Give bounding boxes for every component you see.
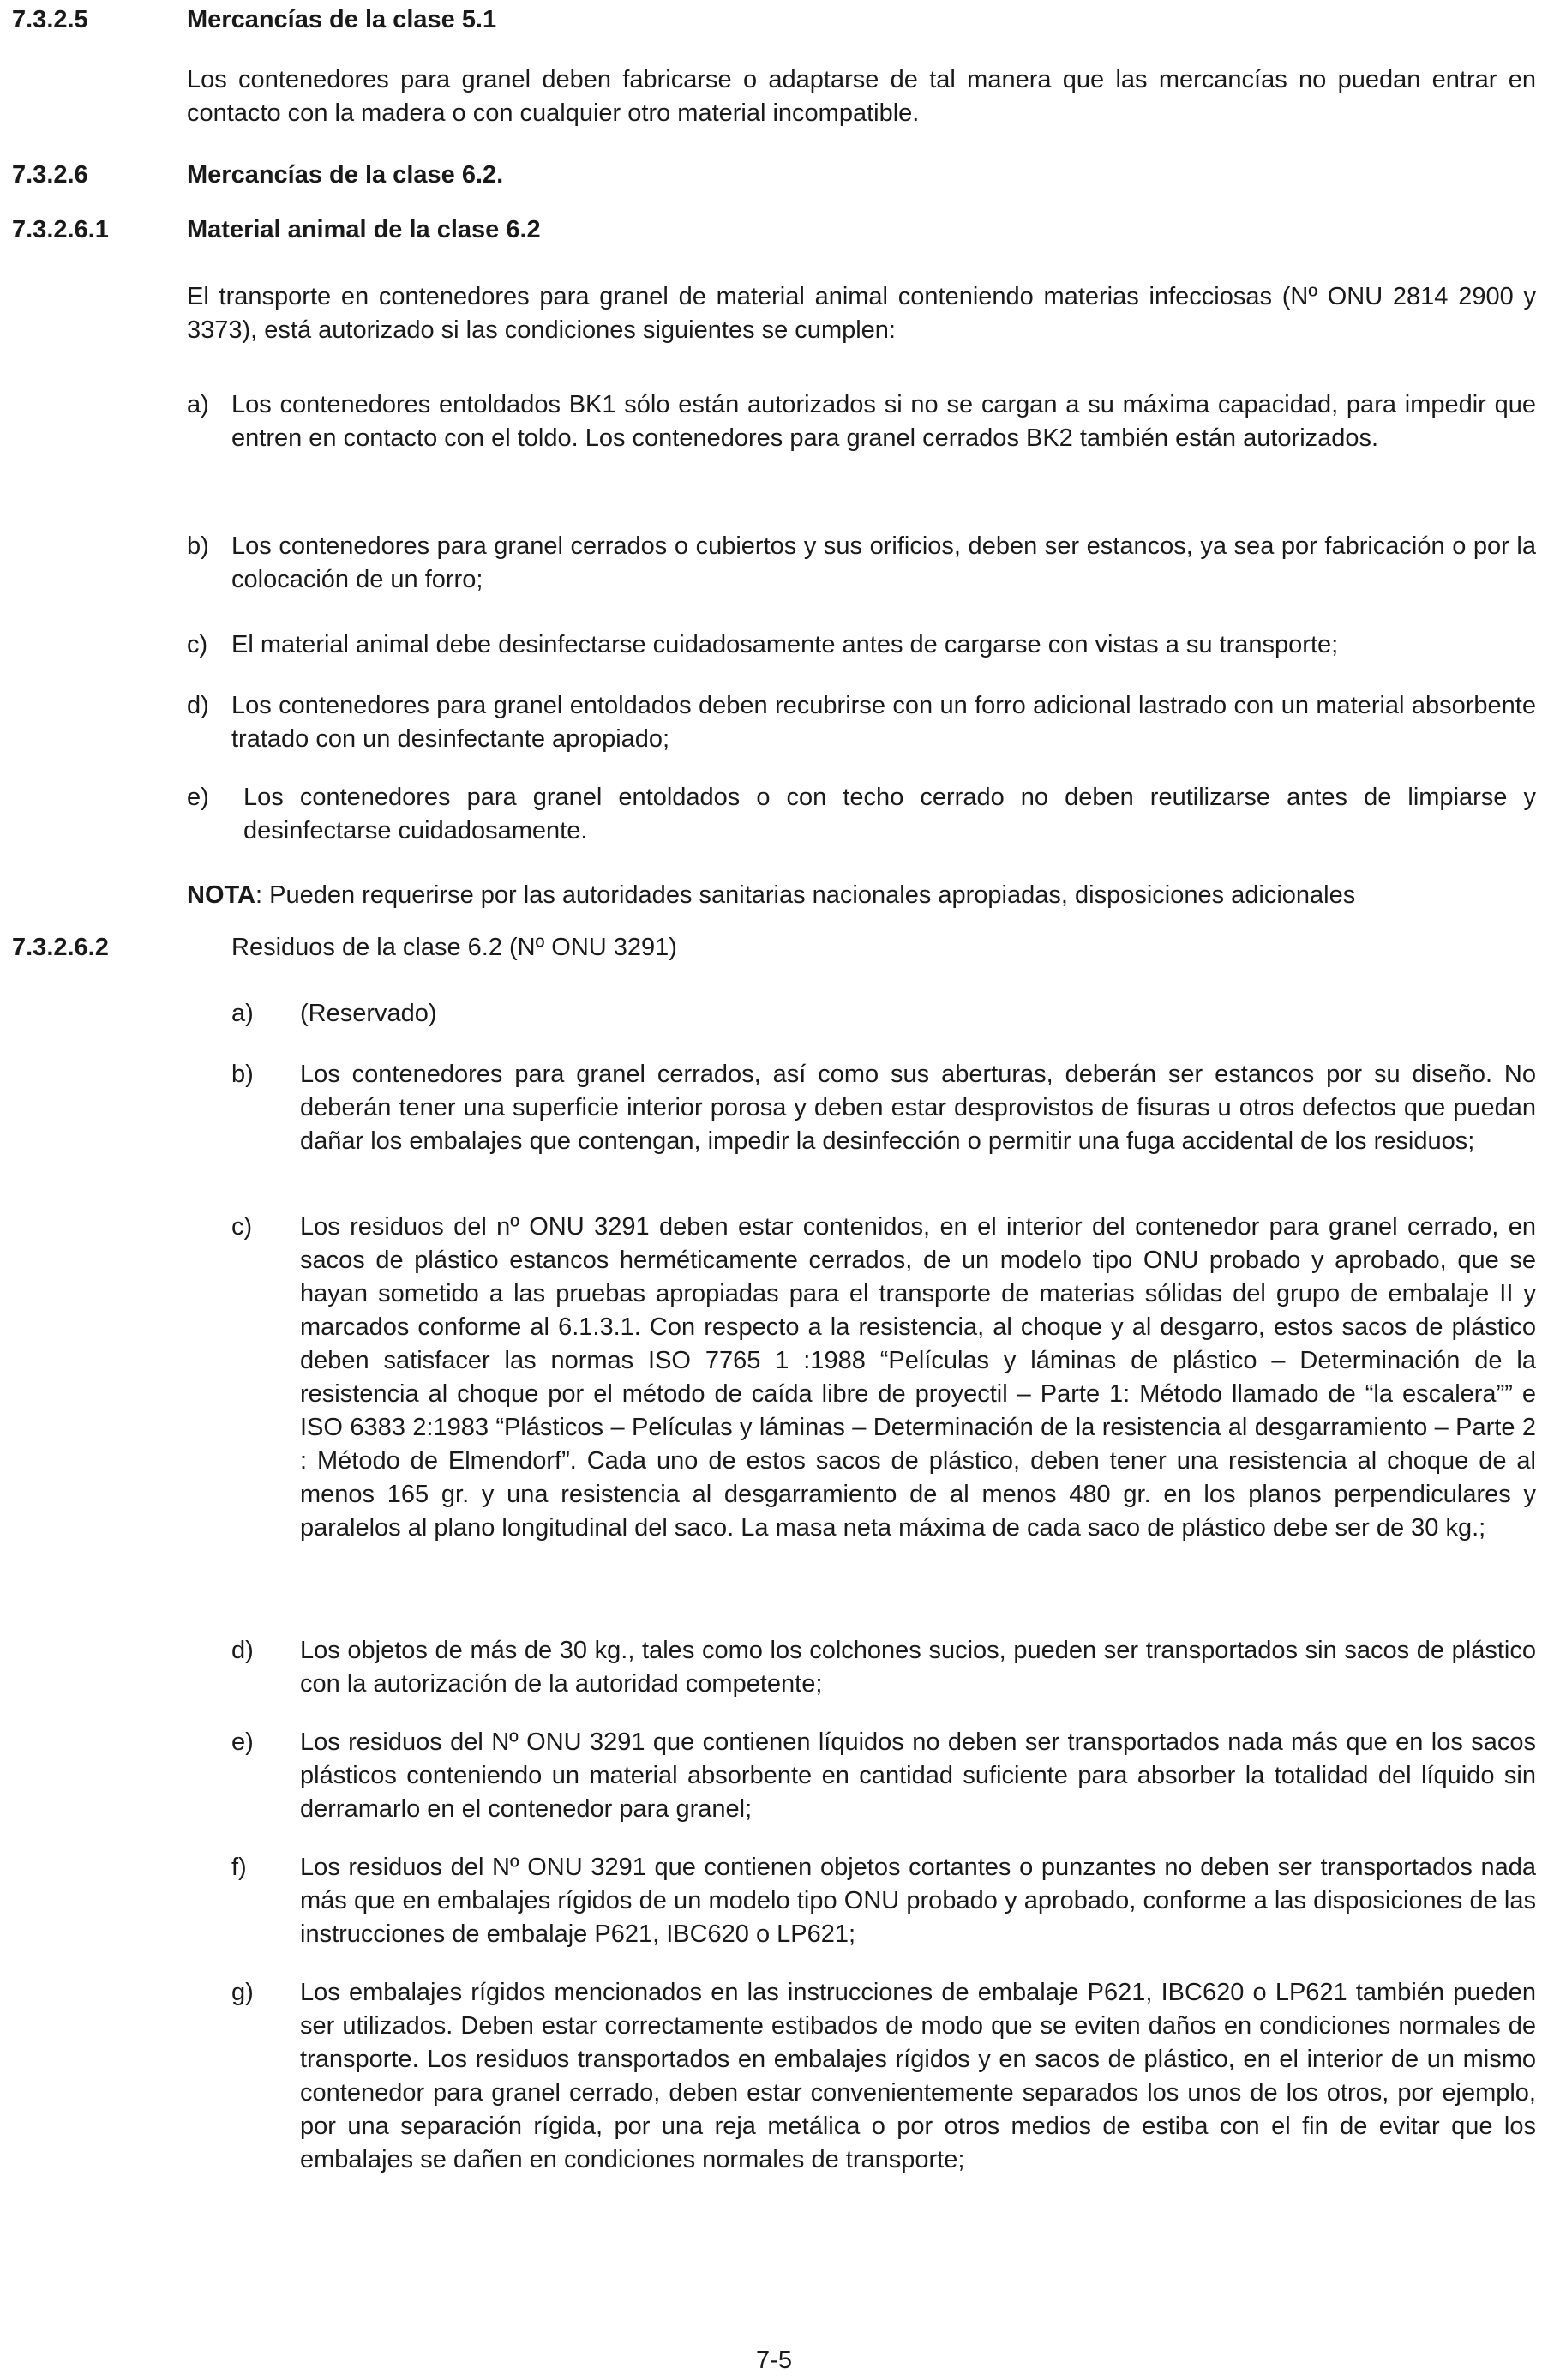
list-item-text: Los contenedores para granel cerrados o cubiertos y sus orificios, deben ser estancos, ya sea por fabricación o por la colocación de un forro;	[231, 532, 1536, 593]
section-title-7325: Mercancías de la clase 5.1	[187, 6, 497, 33]
page-number: 7-5	[756, 2347, 792, 2374]
section-number-73261: 7.3.2.6.1	[12, 216, 109, 243]
list-item-text: Los objetos de más de 30 kg., tales como los colchones sucios, pueden ser transportados sin sacos de plástico con la autorización de la autoridad competente;	[300, 1637, 1536, 1698]
list-item-label: c)	[187, 631, 208, 658]
paragraph-73261-intro: El transporte en contenedores para granel de material animal conteniendo materias infecciosas (Nº ONU 2814 2900 y 3373), está autorizado si las condiciones siguientes se cumplen:	[187, 283, 1536, 344]
section-title-73262: Residuos de la clase 6.2 (Nº ONU 3291)	[231, 934, 677, 961]
list-item-label: a)	[231, 1000, 254, 1027]
list-item-label: a)	[187, 391, 209, 418]
section-number-7325: 7.3.2.5	[12, 6, 88, 33]
paragraph-7325: Los contenedores para granel deben fabricarse o adaptarse de tal manera que las mercancías no puedan entrar en contacto con la madera o con cualquier otro material incompatible.	[187, 66, 1536, 127]
note-text: : Pueden requerirse por las autoridades sanitarias nacionales apropiadas, disposiciones adicionales	[255, 881, 1356, 909]
section-title-73261: Material animal de la clase 6.2	[187, 216, 541, 243]
section-number-7326: 7.3.2.6	[12, 161, 88, 189]
note-paragraph	[187, 879, 1541, 912]
list-item-text: Los contenedores para granel cerrados, así como sus aberturas, deberán ser estancos por su diseño. No deberán tener una superficie interior porosa y deben estar desprovistos de fisuras u otros defectos que puedan dañar los embalajes que contengan, impedir la desinfección o permitir una fuga accidental de los residuos;	[300, 1061, 1536, 1155]
list-item-label: f)	[231, 1854, 247, 1881]
list-item-text: Los contenedores para granel entoldados deben recubrirse con un forro adicional lastrado con un material absorbente tratado con un desinfectante apropiado;	[231, 692, 1536, 753]
list-item-label: g)	[231, 1979, 254, 2006]
list-item-text: El material animal debe desinfectarse cuidadosamente antes de cargarse con vistas a su transporte;	[231, 631, 1339, 658]
list-item-text: Los residuos del Nº ONU 3291 que contienen objetos cortantes o punzantes no deben ser transportados nada más que en embalajes rígidos de un modelo tipo ONU probado y aprobado, conforme a las disposiciones de las instrucciones de embalaje P621, IBC620 o LP621;	[300, 1854, 1536, 1948]
list-item-text: Los residuos del nº ONU 3291 deben estar contenidos, en el interior del contenedor para granel cerrado, en sacos de plástico estancos herméticamente cerrados, de un modelo tipo ONU probado y aprobado, que se hayan sometido a las pruebas apropiadas para el transporte de materias sólidas del grupo de embalaje II y marcados conforme al 6.1.3.1. Con respecto a la resistencia, al choque y al desgarro, estos sacos de plástico deben satisfacer las normas ISO 7765 1 :1988 “Películas y láminas de plástico – Determinación de la resistencia al choque por el método de caída libre de proyectil – Parte 1: Método llamado de “la escalera”” e ISO 6383 2:1983 “Plásticos – Películas y láminas – Determinación de la resistencia al desgarramiento – Parte 2 : Método de Elmendorf”. Cada uno de estos sacos de plástico, deben tener una resistencia al choque de al menos 165 gr. y una resistencia al desgarramiento de al menos 480 gr. en los planos perpendiculares y paralelos al plano longitudinal del saco. La masa neta máxima de cada saco de plástico debe ser de 30 kg.;	[300, 1213, 1536, 1542]
section-title-7326: Mercancías de la clase 6.2.	[187, 161, 504, 189]
list-item-text: Los embalajes rígidos mencionados en las instrucciones de embalaje P621, IBC620 o LP621 también pueden ser utilizados. Deben estar correctamente estibados de modo que se eviten daños en condiciones normales de transporte. Los residuos transportados en embalajes rígidos y en sacos de plástico, en el interior de un mismo contenedor para granel cerrado, deben estar convenientemente separados los unos de los otros, por ejemplo, por una separación rígida, por una reja metálica o por otros medios de estiba con el fin de evitar que los embalajes se dañen en condiciones normales de transporte;	[300, 1979, 1536, 2173]
list-item-label: b)	[231, 1061, 254, 1088]
list-item-label: b)	[187, 532, 209, 560]
list-item-label: e)	[187, 784, 209, 811]
list-item-label: c)	[231, 1213, 253, 1241]
list-item-label: e)	[231, 1728, 254, 1756]
list-item-text: (Reservado)	[300, 1000, 437, 1027]
list-item-text: Los residuos del Nº ONU 3291 que contienen líquidos no deben ser transportados nada más que en los sacos plásticos conteniendo un material absorbente en cantidad suficiente para absorber la totalidad del líquido sin derramarlo en el contenedor para granel;	[300, 1728, 1536, 1823]
list-item-label: d)	[187, 692, 209, 719]
note-label: NOTA	[187, 881, 256, 909]
list-item-label: d)	[231, 1637, 254, 1664]
list-item-text: Los contenedores entoldados BK1 sólo están autorizados si no se cargan a su máxima capacidad, para impedir que entren en contacto con el toldo. Los contenedores para granel cerrados BK2 también están autorizados.	[231, 391, 1536, 452]
list-item-text: Los contenedores para granel entoldados o con techo cerrado no deben reutilizarse antes de limpiarse y desinfectarse cuidadosamente.	[243, 784, 1536, 844]
section-number-73262: 7.3.2.6.2	[12, 934, 109, 961]
